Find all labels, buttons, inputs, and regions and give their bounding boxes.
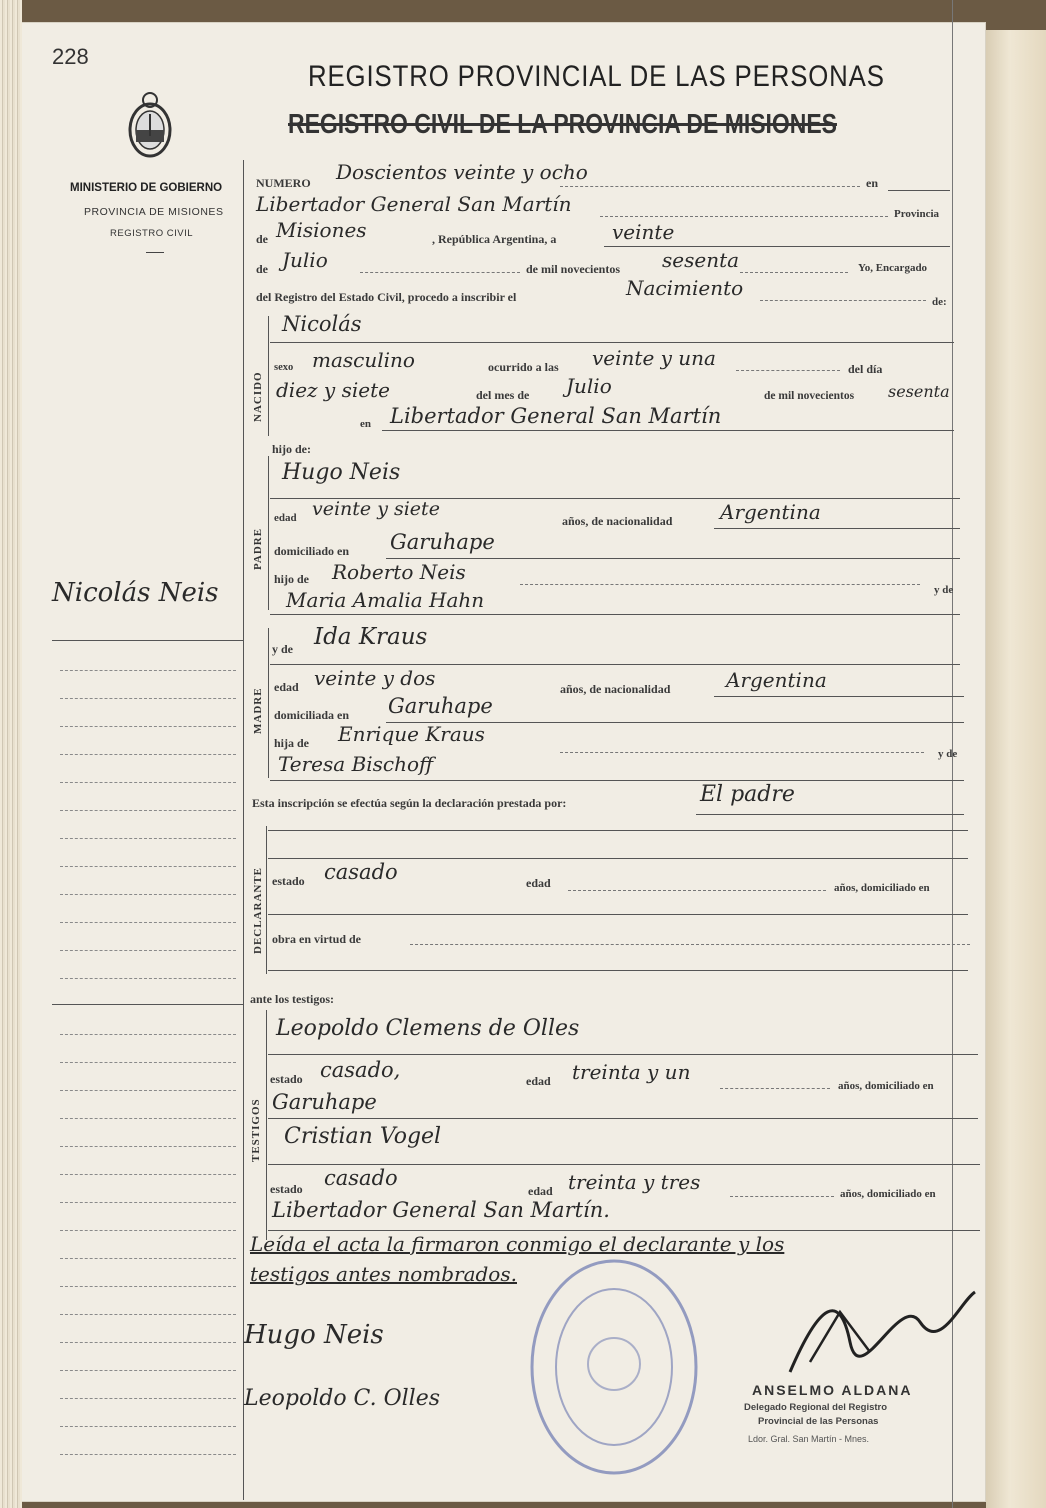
margin-dash bbox=[60, 1286, 236, 1287]
registro-label: del Registro del Estado Civil, procedo a inscribir el bbox=[256, 290, 517, 304]
registrar-location: Ldor. Gral. San Martín - Mnes. bbox=[748, 1434, 870, 1444]
margin-dash bbox=[60, 1454, 236, 1455]
fill-line bbox=[604, 246, 950, 247]
margin-dash bbox=[60, 950, 236, 951]
father-address-value: Garuhape bbox=[390, 530, 495, 554]
margin-dash bbox=[60, 1062, 236, 1063]
child-name: Nicolás bbox=[282, 312, 362, 336]
margin-dash bbox=[60, 1426, 236, 1427]
fill-line bbox=[888, 190, 950, 191]
fill-line bbox=[600, 216, 888, 217]
binding-edge bbox=[0, 0, 22, 1508]
registry-label: REGISTRO CIVIL bbox=[110, 228, 194, 239]
fill-line bbox=[270, 664, 960, 665]
act-type-value: Nacimiento bbox=[626, 276, 744, 300]
fill-line bbox=[714, 528, 960, 529]
fill-line bbox=[714, 696, 964, 697]
margin-dash bbox=[60, 1342, 236, 1343]
mother-edad-label: edad bbox=[274, 680, 299, 694]
witness2-estado-value: casado bbox=[324, 1166, 398, 1190]
margin-dash bbox=[60, 1202, 236, 1203]
sexo-label: sexo bbox=[274, 362, 294, 373]
obra-label: obra en virtud de bbox=[272, 932, 362, 946]
fill-line bbox=[386, 558, 960, 559]
margin-dash bbox=[60, 1146, 236, 1147]
fill-line bbox=[270, 780, 964, 781]
margin-dash bbox=[60, 1034, 236, 1035]
witness2-edad-label: edad bbox=[528, 1184, 553, 1198]
closing-line-2: testigos antes nombrados. bbox=[250, 1262, 517, 1286]
fill-line bbox=[740, 272, 848, 273]
mother-hija-de-label: hija de bbox=[274, 736, 310, 750]
witness1-edad-label: edad bbox=[526, 1074, 551, 1088]
mother-y-de-label: y de bbox=[938, 748, 958, 760]
margin-dash bbox=[60, 810, 236, 811]
birth-day-value: diez y siete bbox=[276, 378, 390, 402]
closing-line-1: Leída el acta la firmaron conmigo el declarante y los bbox=[250, 1232, 785, 1256]
section-border bbox=[266, 826, 267, 974]
official-seal-stamp bbox=[526, 1254, 702, 1480]
registrar-name: ANSELMO ALDANA bbox=[752, 1382, 913, 1398]
testigos-section-label: TESTIGOS bbox=[250, 1098, 262, 1162]
declarante-edad-label: edad bbox=[526, 876, 551, 890]
witness2-estado-label: estado bbox=[270, 1182, 303, 1196]
nacido-section-label: NACIDO bbox=[252, 371, 264, 422]
witness1-address: Garuhape bbox=[272, 1090, 377, 1114]
father-edad-label: edad bbox=[274, 512, 297, 524]
margin-name: Nicolás Neis bbox=[52, 578, 219, 608]
section-border bbox=[266, 1010, 267, 1240]
margin-dash bbox=[60, 1398, 236, 1399]
witness1-estado-value: casado, bbox=[320, 1058, 401, 1082]
registrar-title-1: Delegado Regional del Registro bbox=[744, 1402, 888, 1413]
father-y-de-label: y de bbox=[934, 584, 954, 596]
margin-dash bbox=[60, 1118, 236, 1119]
numero-value: Doscientos veinte y ocho bbox=[336, 160, 588, 184]
de-label: de bbox=[256, 232, 268, 246]
margin-dash bbox=[60, 698, 236, 699]
fill-line bbox=[410, 944, 970, 945]
form-left-border bbox=[243, 160, 244, 1500]
witness1-anos-label: años, domiciliado en bbox=[838, 1080, 934, 1092]
maternal-grandmother-value: Teresa Bischoff bbox=[278, 752, 434, 776]
fill-line bbox=[268, 1054, 978, 1055]
maternal-grandfather-value: Enrique Kraus bbox=[338, 722, 485, 746]
month-value: Julio bbox=[282, 248, 328, 272]
locality-value: Libertador General San Martín bbox=[256, 192, 572, 216]
fill-line bbox=[560, 752, 924, 753]
del-mes-label: del mes de bbox=[476, 388, 530, 402]
padre-section-label: PADRE bbox=[252, 527, 264, 570]
encargado-label: Yo, Encargado bbox=[858, 262, 928, 274]
father-signature: Hugo Neis bbox=[244, 1320, 384, 1350]
father-nacionalidad-label: años, de nacionalidad bbox=[562, 514, 673, 528]
page-number: 228 bbox=[52, 44, 89, 69]
fill-line bbox=[382, 430, 954, 431]
margin-rule bbox=[52, 640, 244, 641]
margin-dash bbox=[60, 670, 236, 671]
mother-address-value: Garuhape bbox=[388, 694, 493, 718]
birth-month-value: Julio bbox=[566, 374, 612, 398]
margin-dash bbox=[60, 978, 236, 979]
margin-rule bbox=[52, 1004, 244, 1005]
margin-dash bbox=[60, 1090, 236, 1091]
mother-name: Ida Kraus bbox=[314, 624, 428, 650]
fill-line bbox=[360, 272, 520, 273]
margin-dash bbox=[60, 866, 236, 867]
fill-line bbox=[268, 830, 968, 831]
fill-line bbox=[736, 370, 840, 371]
margin-dash bbox=[60, 782, 236, 783]
margin-dash bbox=[60, 1174, 236, 1175]
witness1-age-value: treinta y un bbox=[572, 1060, 691, 1084]
father-domiciliado-label: domiciliado en bbox=[274, 544, 350, 558]
fill-line bbox=[268, 914, 968, 915]
document-title: REGISTRO PROVINCIAL DE LAS PERSONAS bbox=[308, 60, 885, 93]
witness1-name: Leopoldo Clemens de Olles bbox=[276, 1016, 580, 1041]
father-nationality-value: Argentina bbox=[720, 500, 821, 524]
facing-page bbox=[986, 30, 1046, 1508]
province-value: Misiones bbox=[276, 218, 367, 242]
mother-nacionalidad-label: años, de nacionalidad bbox=[560, 682, 671, 696]
fill-line bbox=[268, 1230, 980, 1231]
fill-line bbox=[568, 890, 826, 891]
witness2-age-value: treinta y tres bbox=[568, 1170, 701, 1194]
de-end-label: de: bbox=[932, 296, 947, 308]
margin-dash bbox=[60, 922, 236, 923]
witness1-estado-label: estado bbox=[270, 1072, 303, 1086]
sexo-value: masculino bbox=[312, 348, 415, 372]
margin-dash bbox=[60, 1258, 236, 1259]
numero-label: NUMERO bbox=[256, 176, 311, 190]
mother-age-value: veinte y dos bbox=[314, 666, 436, 690]
year-value: sesenta bbox=[662, 248, 740, 272]
declarante-section-label: DECLARANTE bbox=[252, 866, 264, 954]
witness2-anos-label: años, domiciliado en bbox=[840, 1188, 936, 1200]
y-de-mother-label: y de bbox=[272, 642, 293, 656]
margin-dash bbox=[60, 894, 236, 895]
witness-signature: Leopoldo C. Olles bbox=[244, 1386, 441, 1411]
section-border bbox=[268, 316, 269, 436]
witness2-address: Libertador General San Martín. bbox=[272, 1198, 610, 1222]
day-value: veinte bbox=[612, 220, 675, 244]
province-label: PROVINCIA DE MISIONES bbox=[84, 206, 224, 218]
fill-line bbox=[520, 584, 920, 585]
republica-label: , República Argentina, a bbox=[432, 232, 557, 246]
margin-dash bbox=[60, 838, 236, 839]
de-month-label: de bbox=[256, 262, 268, 276]
fill-line bbox=[268, 1118, 978, 1119]
margin-dash bbox=[60, 754, 236, 755]
section-border bbox=[268, 456, 269, 610]
birth-place-value: Libertador General San Martín bbox=[390, 404, 722, 428]
mother-nationality-value: Argentina bbox=[726, 668, 827, 692]
margin-dash bbox=[60, 1370, 236, 1371]
fill-line bbox=[720, 1088, 830, 1089]
fill-line bbox=[730, 1196, 834, 1197]
mother-domiciliada-label: domiciliada en bbox=[274, 708, 350, 722]
fill-line bbox=[270, 342, 954, 343]
witness2-name: Cristian Vogel bbox=[284, 1124, 442, 1149]
registrar-title-2: Provincial de las Personas bbox=[758, 1416, 879, 1427]
fill-line bbox=[268, 858, 968, 859]
paternal-grandmother-value: Maria Amalia Hahn bbox=[286, 588, 485, 612]
margin-dash bbox=[60, 1230, 236, 1231]
header-divider bbox=[146, 252, 164, 253]
margin-dash bbox=[60, 726, 236, 727]
hijo-label: hijo de: bbox=[272, 442, 311, 456]
mil-novecientos-label: de mil novecientos bbox=[526, 262, 620, 276]
madre-section-label: MADRE bbox=[252, 687, 264, 734]
struck-title: REGISTRO CIVIL DE LA PROVINCIA DE MISIONES bbox=[288, 108, 837, 139]
fill-line bbox=[760, 300, 926, 301]
testigos-intro-label: ante los testigos: bbox=[250, 992, 334, 1006]
ocurrido-label: ocurrido a las bbox=[488, 360, 559, 374]
en-birth-label: en bbox=[360, 418, 371, 430]
fill-line bbox=[270, 614, 960, 615]
father-name: Hugo Neis bbox=[282, 460, 401, 485]
paternal-grandfather-value: Roberto Neis bbox=[332, 560, 466, 584]
father-hijo-de-label: hijo de bbox=[274, 572, 310, 586]
provincia-label: Provincia bbox=[894, 208, 940, 220]
fill-line bbox=[268, 970, 968, 971]
declarante-anos-label: años, domiciliado en bbox=[834, 882, 930, 894]
hour-value: veinte y una bbox=[592, 346, 716, 370]
section-border bbox=[268, 628, 269, 778]
ministry-title: MINISTERIO DE GOBIERNO bbox=[70, 182, 223, 194]
coat-of-arms-icon bbox=[122, 90, 178, 162]
registrar-signature bbox=[780, 1282, 980, 1382]
del-dia-label: del día bbox=[848, 362, 883, 376]
birth-year-value: sesenta bbox=[888, 382, 950, 401]
declarante-estado-value: casado bbox=[324, 860, 398, 884]
mil-novecientos-birth-label: de mil novecientos bbox=[764, 390, 855, 402]
en-label: en bbox=[866, 176, 878, 190]
father-age-value: veinte y siete bbox=[312, 498, 440, 520]
fill-line bbox=[268, 1164, 980, 1165]
declarante-estado-label: estado bbox=[272, 874, 305, 888]
margin-dash bbox=[60, 1314, 236, 1315]
declaracion-label: Esta inscripción se efectúa según la declaración prestada por: bbox=[252, 796, 567, 810]
fill-line bbox=[696, 814, 964, 815]
fill-line bbox=[560, 186, 860, 187]
declarante-value: El padre bbox=[700, 782, 795, 807]
